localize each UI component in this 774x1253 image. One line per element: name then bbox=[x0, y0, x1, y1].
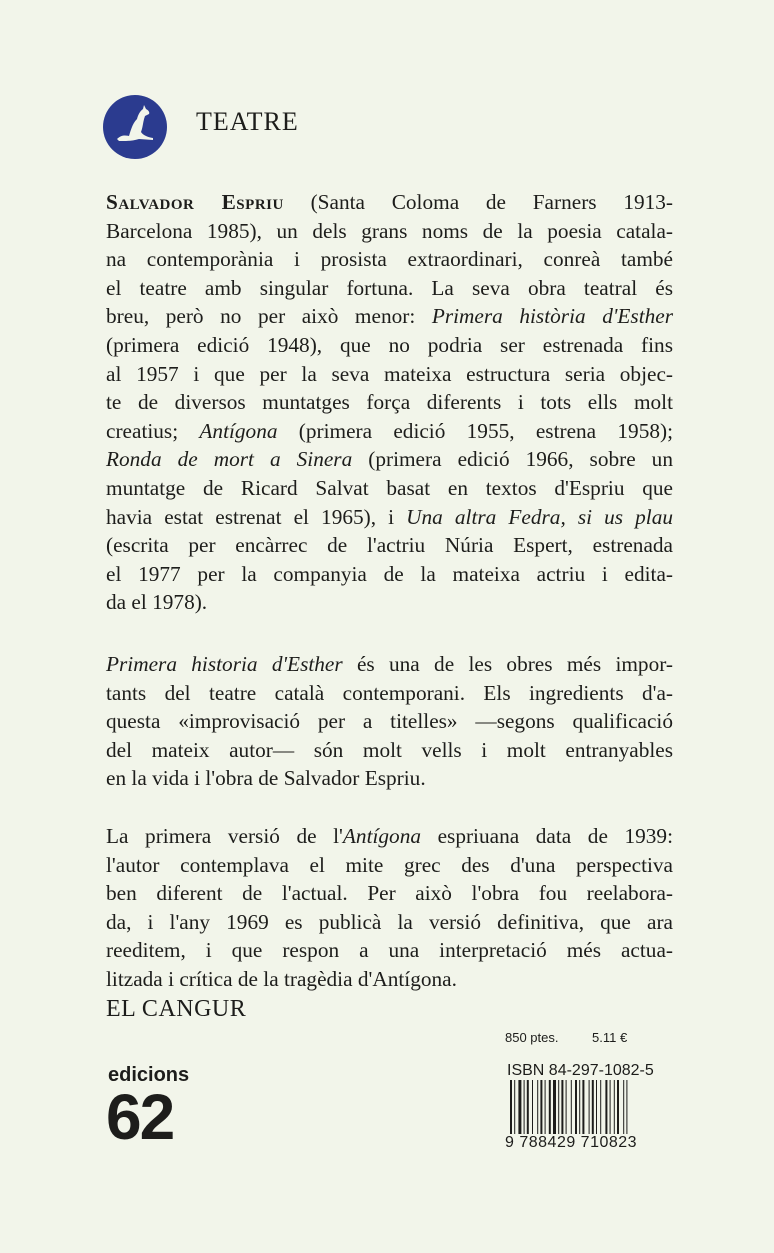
description-paragraph: Primera historia d'Esther és una de les obres més impor- tants del teatre català contemporani. Els ingredients d'a- questa «improvisació per a titelles» —segons qualificació del mateix autor— són molt vells i molt entranyables en la vida i l'obra de Salvador Espriu. bbox=[106, 652, 673, 791]
author-bio: Salvador Espriu (Santa Coloma de Farners 1913- Barcelona 1985), un dels grans noms de la poesia catala- na contemporània i prosista extraordinari, conreà també el teatre amb singular fortuna. La seva obra teatral és breu, però no per això menor: Primera història d'Esther (primera edició 1948), que no podria ser estrenada fins al 1957 i que per la seva mateixa estructura seria objec- te de diversos muntatges força diferents i tots ells molt creatius; Antígona (primera edició 1955, estrena 1958); Ronda de mort a Sinera (primera edició 1966, sobre un muntatge de Ricard Salvat basat en textos d'Espriu que havia estat estrenat el 1965), i Una altra Fedra, si us plau (escrita per encàrrec de l'actriu Núria Espert, estrenada el 1977 per la companyia de la mateixa actriu i edita- da el 1978). bbox=[106, 190, 674, 615]
collection-name: EL CANGUR bbox=[106, 996, 247, 1022]
ean-number: 9 788429 710823 bbox=[505, 1134, 675, 1152]
kangaroo-icon bbox=[103, 95, 167, 159]
publisher-logo-word: edicions bbox=[108, 1064, 190, 1086]
work-title: Una altra Fedra, si us plau bbox=[406, 504, 674, 529]
antigona-paragraph: La primera versió de l'Antígona espriuana data de 1939: l'autor contemplava el mite grec des d'una perspectiva ben diferent de l'actual. Per això l'obra fou reelabora- da, i l'any 1969 es publicà la versió definitiva, que ara reeditem, i que respon a una interpretació més actua- litzada i crítica de la tragèdia d'Antígona. bbox=[106, 824, 673, 991]
publisher-logo-number: 62 bbox=[106, 1081, 174, 1153]
work-title: Ronda de mort a Sinera bbox=[106, 447, 353, 472]
series-label: TEATRE bbox=[196, 107, 299, 136]
work-title: Antígona bbox=[342, 824, 421, 848]
price-pesetas: 850 ptes. bbox=[505, 1030, 559, 1045]
price-euro: 5.11 € bbox=[592, 1030, 628, 1045]
work-title: Primera història d'Esther bbox=[431, 304, 673, 329]
author-name: Salvador Espriu bbox=[106, 190, 284, 214]
work-title: Primera historia d'Esther bbox=[106, 652, 343, 676]
work-title: Antígona bbox=[199, 418, 278, 443]
isbn-text: ISBN 84-297-1082-5 bbox=[507, 1062, 654, 1079]
barcode-icon bbox=[508, 1080, 672, 1138]
